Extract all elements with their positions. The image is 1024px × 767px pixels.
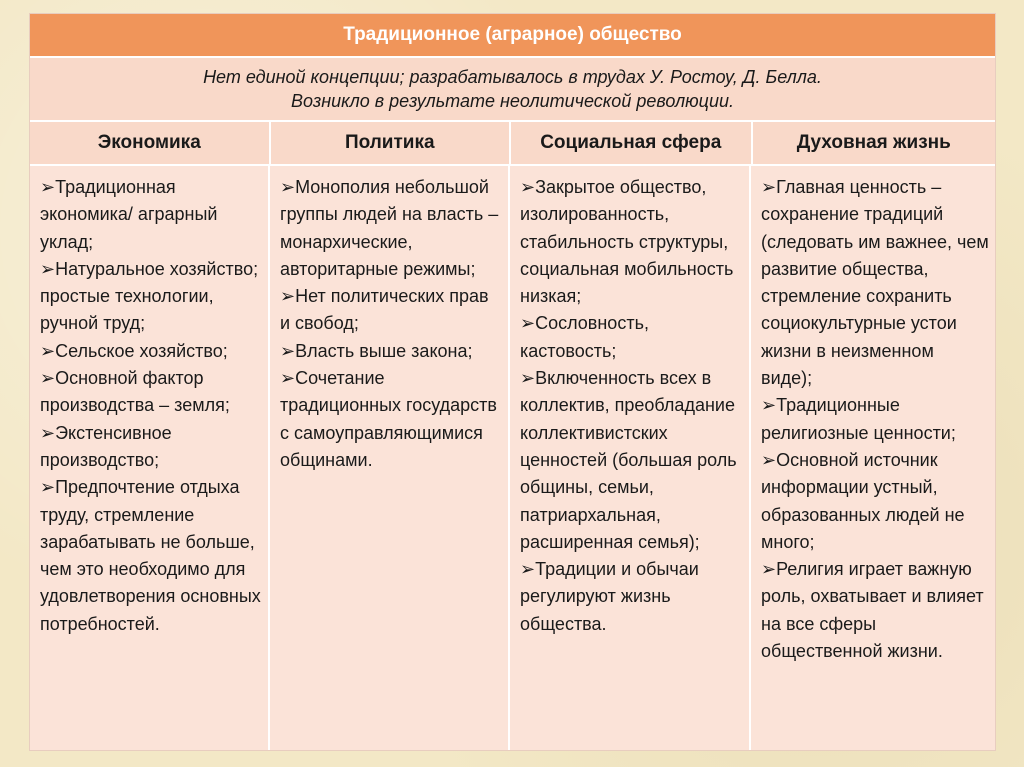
header-politics: Политика (271, 122, 512, 164)
society-table (29, 13, 996, 751)
list-item: ➢Традиции и обычаи регулируют жизнь общества. (520, 559, 699, 634)
list-item: ➢Традиционная экономика/ аграрный уклад; (40, 177, 218, 252)
list-item: ➢Нет политических прав и свобод; (280, 286, 489, 334)
list-item: ➢Предпочтение отдыха труду, стремление зарабатывать не больше, чем это необходимо для удовлетворения основных потребностей. (40, 477, 261, 634)
list-item: ➢Монополия небольшой группы людей на власть – монархические, авторитарные режимы; (280, 177, 499, 279)
list-item: ➢Главная ценность – сохранение традиций (следовать им важнее, чем развитие общества, стремление сохранить социокультурные устои жизни в неизменном виде); (761, 177, 989, 389)
list-item: ➢Сельское хозяйство; (40, 340, 228, 361)
list-item: ➢Включенность всех в коллектив, преобладание коллективистских ценностей (большая роль общины, семьи, патриархальная, расширенная семья); (520, 368, 737, 552)
header-social: Социальная сфера (511, 122, 753, 164)
list-item: ➢Экстенсивное производство; (40, 422, 172, 470)
subtitle-line-1: Нет единой концепции; разрабатывалось в трудах У. Ростоу, Д. Белла. (203, 67, 822, 87)
column-social (510, 166, 751, 750)
list-item: ➢Основной источник информации устный, образованных людей не много; (761, 449, 965, 552)
column-politics (270, 166, 510, 750)
list-item: ➢Закрытое общество, изолированность, стабильность структуры, социальная мобильность низкая; (520, 177, 734, 307)
header-economy: Экономика (30, 122, 271, 164)
list-item: ➢Натуральное хозяйство; простые технологии, ручной труд; (40, 258, 259, 334)
list-item: ➢Традиционные религиозные ценности; (761, 395, 956, 443)
list-item: ➢Власть выше закона; (280, 340, 473, 361)
column-headers (30, 122, 995, 166)
table-subtitle (30, 58, 995, 122)
list-item: ➢Религия играет важную роль, охватывает и влияет на все сферы общественной жизни. (761, 559, 984, 662)
column-spiritual (751, 166, 995, 750)
header-spiritual: Духовная жизнь (796, 132, 951, 153)
table-body (30, 166, 995, 750)
list-item: ➢Основной фактор производства – земля; (40, 368, 230, 416)
column-economy (30, 166, 270, 750)
subtitle-line-2: Возникло в результате неолитической революции. (291, 91, 734, 111)
list-item: ➢Сословность, кастовость; (520, 313, 649, 361)
table-title: Традиционное (аграрное) общество (30, 14, 995, 58)
list-item: ➢Сочетание традиционных государств с самоуправляющимися общинами. (280, 368, 497, 470)
